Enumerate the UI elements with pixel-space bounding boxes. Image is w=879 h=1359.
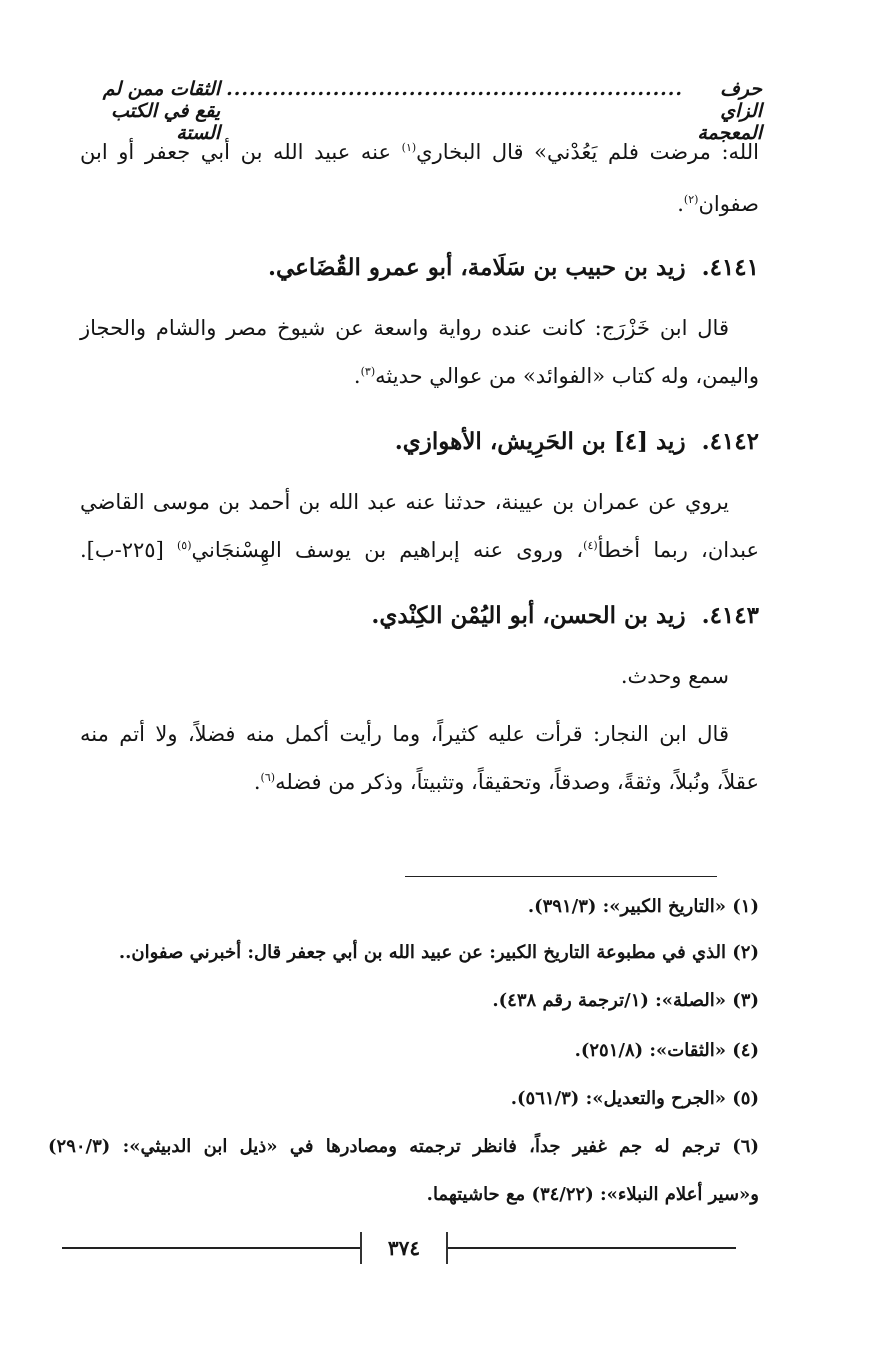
page-number: ٣٧٤ [360,1232,448,1264]
entry-4143-text-2: قال ابن النجار: قرأت عليه كثيراً، وما رأيت أكمل منه فضلاً، ولا أتم منه [80,722,729,746]
entry-4141-text-2: واليمن، وله كتاب «الفوائد» من عوالي حديثه$^{(٣)}$. [353,364,759,388]
entry-heading-4142 [395,428,759,455]
footnote-ref-6: (٦) [260,771,276,784]
entry-4142-text-1: يروي عن عمران بن عيينة، حدثنا عنه عبد الله بن أحمد بن موسى القاضي [80,490,729,514]
footnote-ref-4: (٤) [583,539,598,552]
footnote-6: (٦) ترجم له جم غفير جداً، فانظر ترجمته ومصادرها في «ذيل ابن الدبيثي»: (٢٩٠/٣) [48,1136,759,1157]
entry-4142-text-2: عبدان، ربما أخطأ$^{(٤)}$، وروى عنه إبراهيم بن يوسف الهِسْنجَاني$^{(٥)}$ [٢٢٥-ب]. [80,538,759,562]
footnote-2: (٢) الذي في مطبوعة التاريخ الكبير: عن عبيد الله بن أبي جعفر قال: أخبرني صفوان.. [118,942,759,963]
entry-heading-4141 [268,254,759,281]
footer-rule-right [442,1247,736,1249]
body-line-2: صفوان$^{(٢)}$. [677,192,759,216]
entry-4143-text-1: سمع وحدث. [620,664,729,688]
footnote-separator [405,876,717,877]
entry-4143-text-3: عقلاً، ونُبلاً، وثقةً، وصدقاً، وتحقيقاً، وتثبيتاً، وذكر من فضله$^{(٦)}$. [253,770,759,794]
header-dots: ............................................................ [226,78,684,100]
footnote-ref-2: (٢) [683,193,699,206]
entry-number: ٤١٤١. [701,254,759,281]
entry-4141-text-1: قال ابن خَزْرَج: كانت عنده رواية واسعة عن شيوخ مصر والشام والحجاز [80,316,729,340]
entry-number: ٤١٤٣. [701,602,759,629]
entry-number: ٤١٤٢. [701,428,759,455]
running-header [92,78,762,144]
footnote-6-continued: و«سير أعلام النبلاء»: (٣٤/٢٢) مع حاشيتهما. [426,1184,759,1205]
footnote-4: (٤) «الثقات»: (٢٥١/٨). [574,1040,759,1061]
entry-title: زيد بن الحسن، أبو اليُمْن الكِنْدي. [371,602,686,629]
header-chapter: حرف الزاي المعجمة [697,78,762,144]
entry-heading-4143 [371,602,759,629]
footnote-ref-3: (٣) [360,365,376,378]
footnote-ref-5: (٥) [176,539,192,552]
footer-rule-left [62,1247,362,1249]
body-line-1: الله: مرضت فلم يَعُدْني» قال البخاري$^{(١)}$ عنه عبيد الله بن أبي جعفر أو ابن [80,140,759,164]
header-book-title: الثقات ممن لم يقع في الكتب الستة [102,78,221,144]
footnote-3: (٣) «الصلة»: (١/ترجمة رقم ٤٣٨). [492,990,759,1011]
footnote-ref-1: (١) [401,141,417,154]
footnote-5: (٥) «الجرح والتعديل»: (٥٦١/٣). [510,1088,759,1109]
footnote-1: (١) «التاريخ الكبير»: (٣٩١/٣). [527,896,759,917]
entry-title: زيد [٤] بن الحَرِيش، الأهوازي. [394,428,686,455]
entry-title: زيد بن حبيب بن سَلَامة، أبو عمرو القُضَاعي. [267,254,686,281]
